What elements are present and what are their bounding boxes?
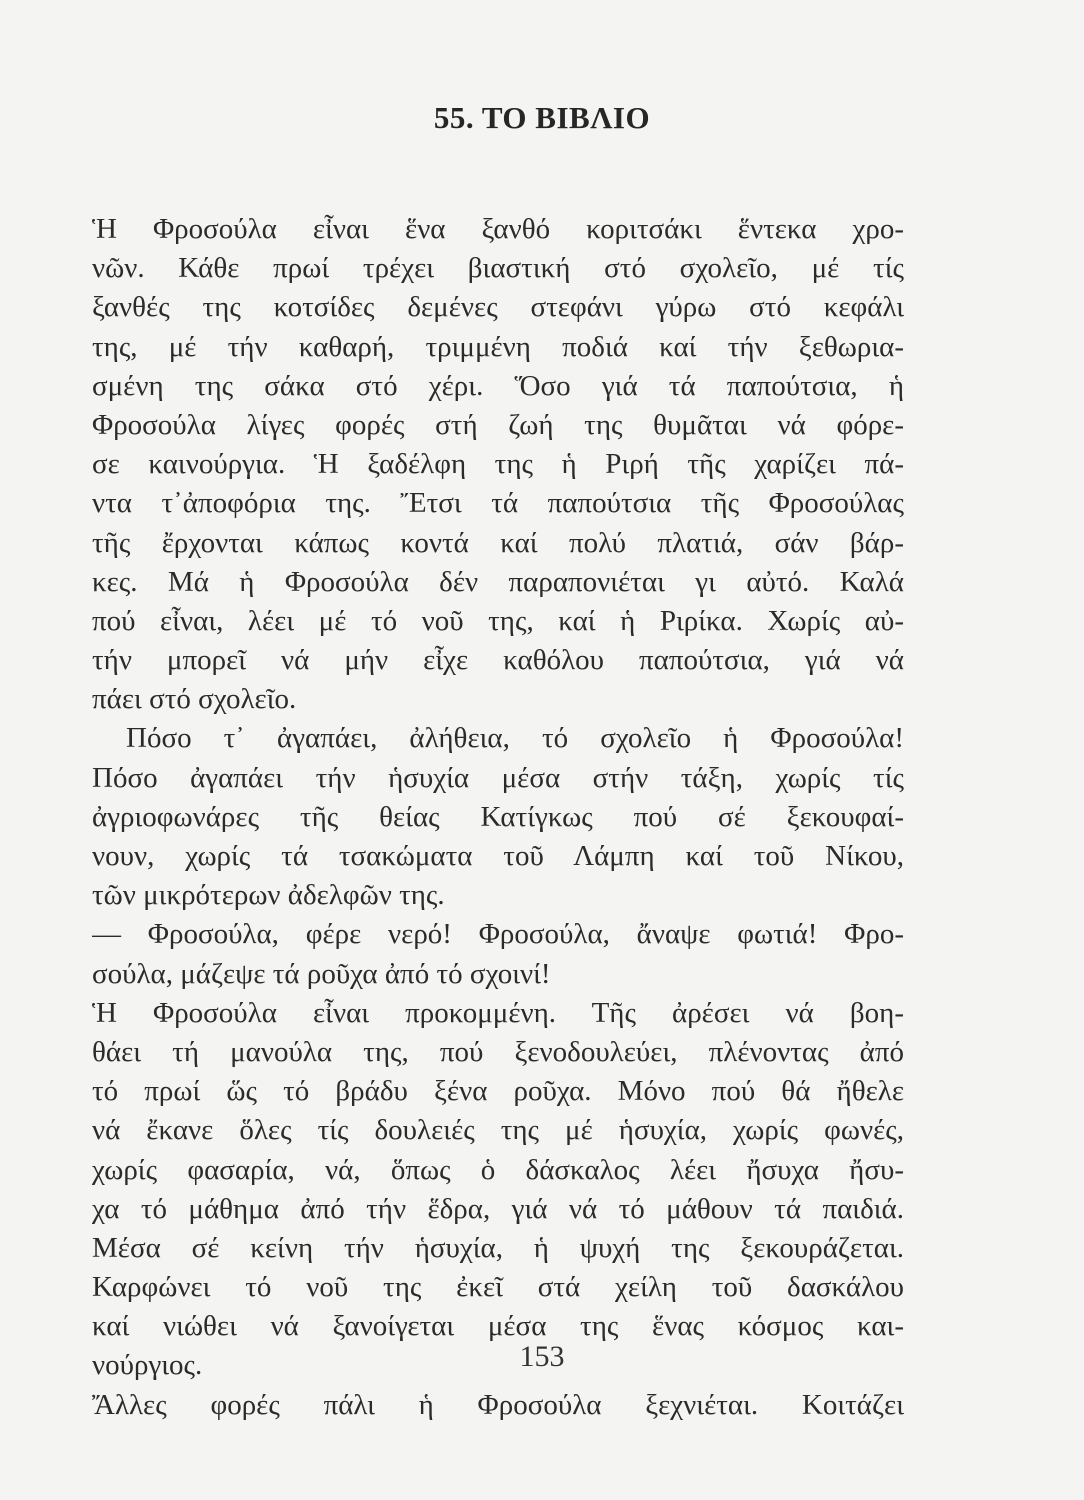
text-line: Ἡ Φροσούλα εἶναι ἕνα ξανθό κοριτσάκι ἕντεκα χρο-	[92, 213, 904, 245]
text-line: νουν, χωρίς τά τσακώματα τοῦ Λάμπη καί τοῦ Νίκου,	[92, 840, 904, 872]
text-line: Ἡ Φροσούλα εἶναι προκομμένη. Τῆς ἀρέσει νά βοη-	[92, 996, 904, 1029]
text-line: χωρίς φασαρία, νά, ὅπως ὁ δάσκαλος λέει ἤσυχα ἤσυ-	[92, 1153, 904, 1186]
text-line: νούργιος.	[92, 1349, 203, 1382]
text-line: σε καινούργια. Ἡ ξαδέλφη της ἡ Ριρή τῆς χαρίζει πά-	[92, 448, 904, 481]
text-line: Καρφώνει τό νοῦ της ἐκεῖ στά χείλη τοῦ δασκάλου	[92, 1271, 904, 1304]
text-line: Μέσα σέ κείνη τήν ἡσυχία, ἡ ψυχή της ξεκουράζεται.	[92, 1231, 904, 1264]
text-line: Πόσο τ᾿ ἀγαπάει, ἀλήθεια, τό σχολεῖο ἡ Φροσούλα!	[126, 722, 904, 755]
text-line: ξανθές της κοτσίδες δεμένες στεφάνι γύρω στό κεφάλι	[92, 291, 904, 324]
text-line: — Φροσούλα, φέρε νερό! Φροσούλα, ἄναψε φωτιά! Φρο-	[92, 918, 904, 951]
text-line: τῆς ἔρχονται κάπως κοντά καί πολύ πλατιά, σάν βάρ-	[92, 526, 904, 559]
text-line: σούλα, μάζεψε τά ροῦχα ἀπό τό σχοινί!	[92, 957, 551, 990]
text-line: Ἄλλες φορές πάλι ἡ Φροσούλα ξεχνιέται. Κοιτάζει	[92, 1388, 904, 1421]
text-line: τό πρωί ὥς τό βράδυ ξένα ροῦχα. Μόνο πού θά ἤθελε	[92, 1075, 904, 1108]
text-line: Φροσούλα λίγες φορές στή ζωή της θυμᾶται νά φόρε-	[92, 408, 904, 441]
text-line: νά ἔκανε ὅλες τίς δουλειές της μέ ἡσυχία, χωρίς φωνές,	[92, 1114, 904, 1147]
text-line: κες. Μά ἡ Φροσούλα δέν παραπονιέται γι αὐτό. Καλά	[92, 565, 904, 598]
text-line: τῶν μικρότερων ἀδελφῶν της.	[92, 879, 445, 912]
text-line: ντα τ᾿ἀποφόρια της. Ἔτσι τά παπούτσια τῆς Φροσούλας	[92, 487, 904, 520]
text-line: νῶν. Κάθε πρωί τρέχει βιαστική στό σχολεῖο, μέ τίς	[92, 252, 904, 285]
body-text	[92, 210, 904, 1425]
text-line: της, μέ τήν καθαρή, τριμμένη ποδιά καί τήν ξεθωρια-	[92, 330, 904, 363]
page-number: 153	[519, 1340, 565, 1373]
text-line: Πόσο ἀγαπάει τήν ἡσυχία μέσα στήν τάξη, χωρίς τίς	[92, 761, 904, 794]
text-line: πάει στό σχολεῖο.	[92, 683, 297, 716]
text-line: πού εἶναι, λέει μέ τό νοῦ της, καί ἡ Ριρίκα. Χωρίς αὐ-	[92, 604, 904, 637]
text-line: σμένη της σάκα στό χέρι. Ὅσο γιά τά παπούτσια, ἡ	[92, 369, 904, 402]
text-line: ἀγριοφωνάρες τῆς θείας Κατίγκως πού σέ ξεκουφαί-	[92, 800, 904, 833]
text-line: τήν μπορεῖ νά μήν εἶχε καθόλου παπούτσια, γιά νά	[92, 644, 904, 677]
text-line: καί νιώθει νά ξανοίγεται μέσα της ἕνας κόσμος και-	[92, 1310, 904, 1343]
text-line: χα τό μάθημα ἀπό τήν ἕδρα, γιά νά τό μάθουν τά παιδιά.	[92, 1192, 904, 1225]
text-line: θάει τή μανούλα της, πού ξενοδουλεύει, πλένοντας ἀπό	[92, 1035, 904, 1068]
chapter-title: 55. ΤΟ ΒΙΒΛΙΟ	[433, 100, 651, 135]
